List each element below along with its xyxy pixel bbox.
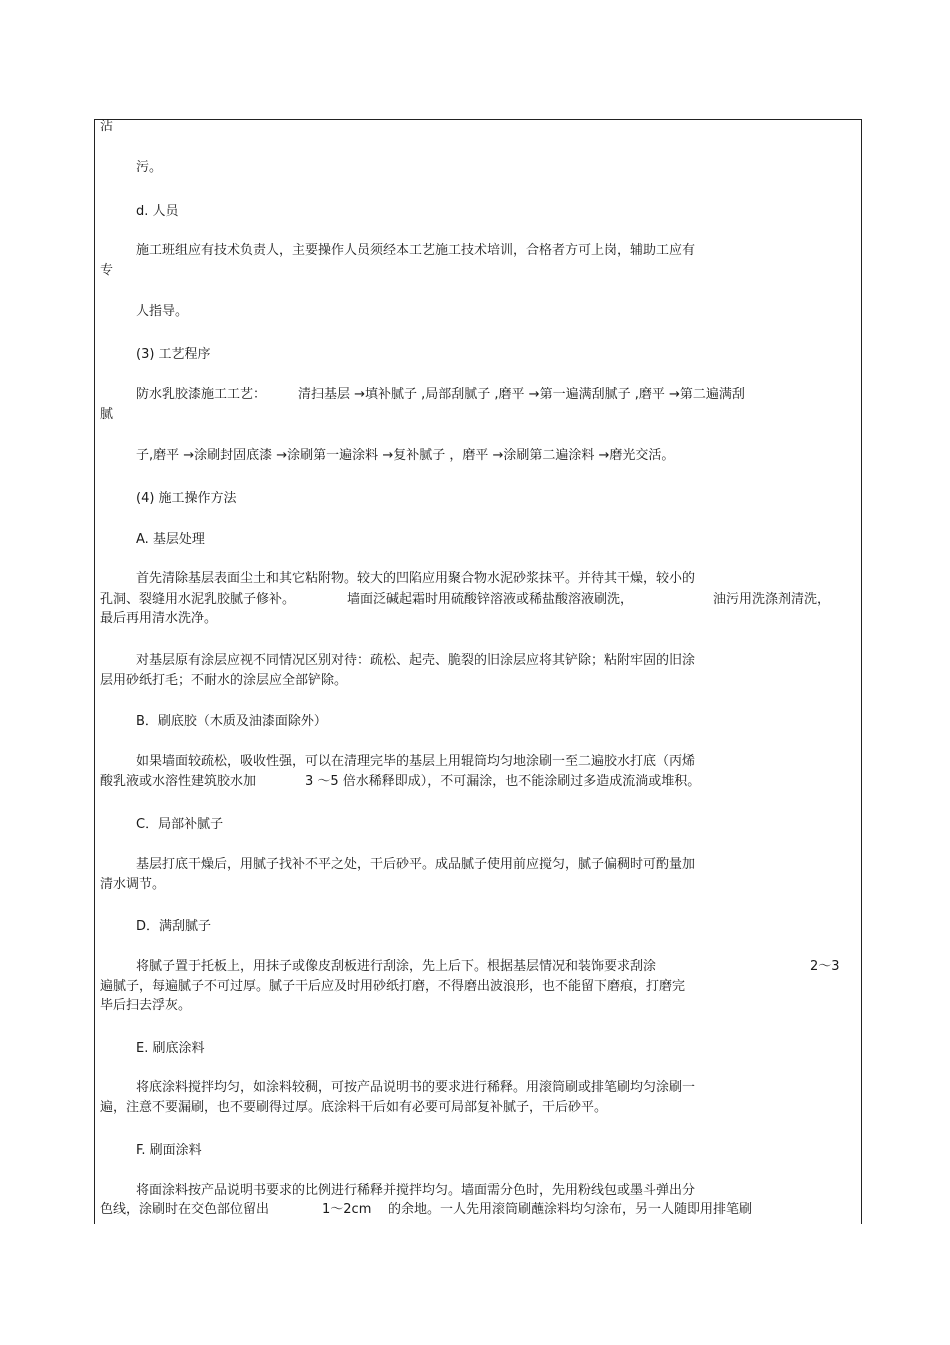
subsection-heading: C．局部补腻子: [136, 817, 224, 832]
text-line: 3 ～5 倍水稀释即成），不可漏涂，也不能涂刷过多造成流淌或堆积。: [305, 774, 701, 789]
text-line: 2～3: [810, 959, 840, 974]
text-line: 清水调节。: [100, 877, 166, 892]
text-line: 酸乳液或水溶性建筑胶水加: [100, 774, 257, 789]
section-heading: d. 人员: [136, 204, 179, 219]
text-line: 将底涂料搅拌均匀，如涂料较稠，可按产品说明书的要求进行稀释。用滚筒刷或排笔刷均匀涂刷一: [136, 1080, 696, 1095]
subsection-heading: F. 刷面涂料: [136, 1143, 202, 1158]
text-line: 遍，注意不要漏刷，也不要刷得过厚。底涂料干后如有必要可局部复补腻子，干后砂平。: [100, 1100, 608, 1115]
text-line: 子,磨平 →涂刷封固底漆 →涂刷第一遍涂料 →复补腻子 ，磨平 →涂刷第二遍涂料 →磨光交活。: [136, 448, 675, 463]
text-line: 油污用洗涤剂清洗，: [713, 592, 831, 607]
text-line: 清扫基层 →填补腻子 ,局部刮腻子 ,磨平 →第一遍满刮腻子 ,磨平 →第二遍满刮: [298, 387, 745, 402]
text-line: 毕后扫去浮灰。: [100, 998, 192, 1013]
text-line: 孔洞、裂缝用水泥乳胶腻子修补。: [100, 592, 296, 607]
text-line: 污。: [136, 160, 163, 175]
text-line: 防水乳胶漆施工工艺：: [136, 387, 267, 402]
document-frame: [94, 119, 862, 1224]
text-line: 1～2cm: [322, 1202, 372, 1217]
text-line: 人指导。: [136, 304, 189, 319]
text-line: 施工班组应有技术负责人，主要操作人员须经本工艺施工技术培训，合格者方可上岗，辅助工应有: [136, 243, 696, 258]
text-line: 将面涂料按产品说明书要求的比例进行稀释并搅拌均匀。墙面需分色时，先用粉线包或墨斗弹出分: [136, 1183, 696, 1198]
text-line: 将腻子置于托板上，用抹子或像皮刮板进行刮涂，先上后下。根据基层情况和装饰要求刮涂: [136, 959, 657, 974]
text-line: 的余地。一人先用滚筒刷蘸涂料均匀涂布，另一人随即用排笔刷: [388, 1202, 753, 1217]
text-line: 层用砂纸打毛；不耐水的涂层应全部铲除。: [100, 673, 348, 688]
subsection-heading: E. 刷底涂料: [136, 1041, 205, 1056]
text-line: 沾: [100, 119, 114, 134]
text-line: 基层打底干燥后，用腻子找补不平之处，干后砂平。成品腻子使用前应搅匀，腻子偏稠时可酌量加: [136, 857, 696, 872]
text-line: 墙面泛碱起霜时用硫酸锌溶液或稀盐酸溶液刷洗，: [347, 592, 634, 607]
text-line: 对基层原有涂层应视不同情况区别对待：疏松、起壳、脆裂的旧涂层应将其铲除；粘附牢固的旧涂: [136, 653, 696, 668]
text-line: 如果墙面较疏松，吸收性强，可以在清理完毕的基层上用辊筒均匀地涂刷一至二遍胶水打底（丙烯: [136, 754, 696, 769]
text-line: 遍腻子，每遍腻子不可过厚。腻子干后应及时用砂纸打磨，不得磨出波浪形，也不能留下磨痕，打磨完: [100, 979, 686, 994]
subsection-heading: B．刷底胶（木质及油漆面除外）: [136, 714, 327, 729]
text-line: 最后再用清水洗净。: [100, 611, 218, 626]
text-line: 专: [100, 263, 114, 278]
subsection-heading: D．满刮腻子: [136, 919, 212, 934]
text-line: 首先清除基层表面尘土和其它粘附物。较大的凹陷应用聚合物水泥砂浆抹平。并待其干燥，较小的: [136, 571, 696, 586]
subsection-heading: A. 基层处理: [136, 532, 205, 547]
text-line: 腻: [100, 407, 114, 422]
text-line: 色线，涂刷时在交色部位留出: [100, 1202, 270, 1217]
section-heading: (4) 施工操作方法: [136, 491, 237, 506]
section-heading: (3) 工艺程序: [136, 347, 211, 362]
